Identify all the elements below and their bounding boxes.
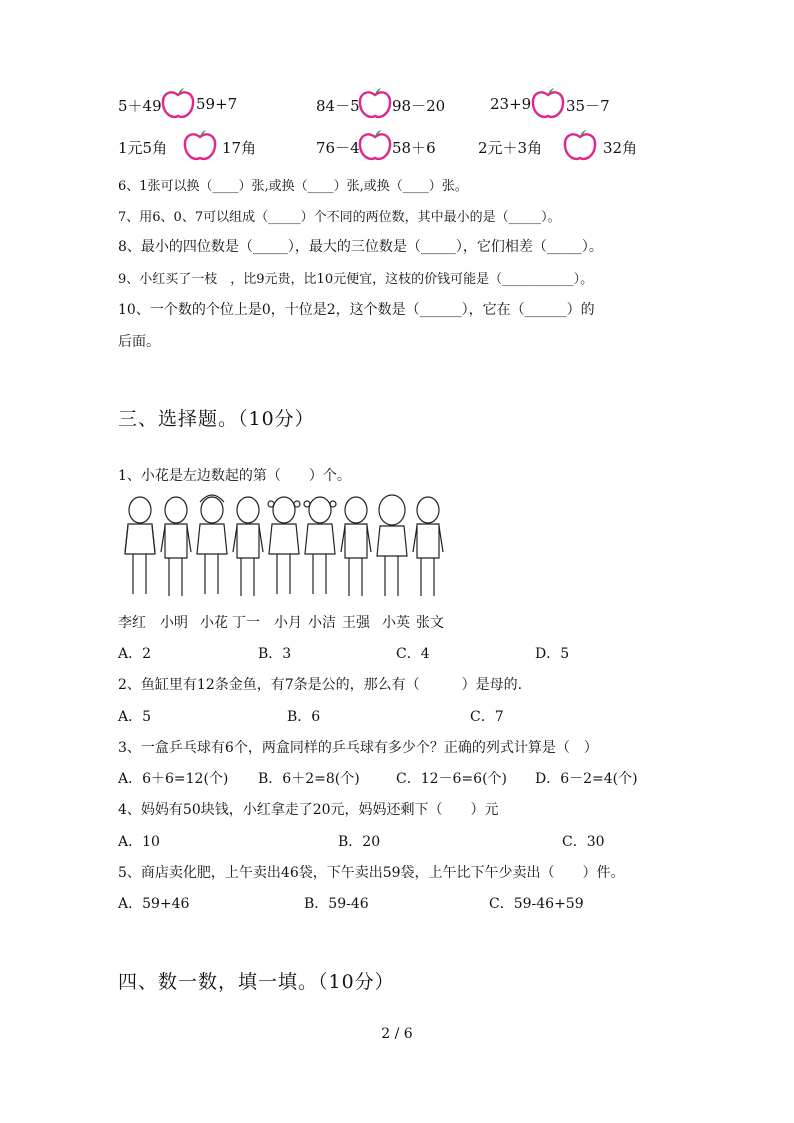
apple-blank-icon[interactable] [160,86,196,120]
kid-name: 小月 [274,615,302,631]
compare-right-1b: 98－20 [392,97,446,115]
question-7: 7、用6、0、7可以组成（_____）个不同的两位数，其中最小的是（_____）。 [118,210,561,225]
q1-option-d[interactable]: D．5 [535,646,570,662]
compare-right-2a: 17角 [222,139,257,157]
compare-left-1c: 23+9 [490,95,532,113]
q5-option-c[interactable]: C．59-46+59 [489,896,584,912]
section-3-title: 三、选择题。（10分） [118,408,315,430]
kid-name: 小花 [200,615,228,631]
compare-left-1b: 84－5 [316,97,360,115]
kid-name: 丁一 [232,615,260,631]
question-6: 6、1张可以换（____）张,或换（____）张,或换（____）张。 [118,179,468,194]
q3-option-b[interactable]: B．6＋2=8(个) [258,771,360,787]
q4-option-c[interactable]: C．30 [562,834,605,850]
q1-option-c[interactable]: C．4 [396,646,430,662]
q3-option-c[interactable]: C．12－6=6(个) [396,771,507,787]
q2-option-b[interactable]: B．6 [287,709,321,725]
section-4-title: 四、数一数，填一填。（10分） [118,971,395,993]
q4-option-b[interactable]: B．20 [338,834,381,850]
choice-question-2: 2、鱼缸里有12条金鱼，有7条是公的，那么有（ ）是母的. [118,677,523,693]
question-8: 8、最小的四位数是（_____），最大的三位数是（_____），它们相差（_____）。 [118,239,603,255]
apple-blank-icon[interactable] [530,86,566,120]
kid-name: 张文 [416,615,444,631]
compare-left-2a: 1元5角 [118,139,168,157]
question-10-line1: 10、一个数的个位上是0，十位是2，这个数是（______），它在（______）的 [118,302,595,318]
q1-option-b[interactable]: B．3 [258,646,292,662]
apple-blank-icon[interactable] [357,86,393,120]
q5-option-b[interactable]: B．59-46 [304,896,369,912]
compare-left-2c: 2元＋3角 [478,139,543,157]
compare-right-2b: 58＋6 [392,139,436,157]
question-9: 9、小红买了一枝 ，比9元贵，比10元便宜，这枝的价钱可能是（___________）。 [118,272,594,287]
compare-left-2b: 76－4 [316,139,360,157]
compare-left-1a: 5＋49 [118,97,162,115]
q3-option-d[interactable]: D．6－2=4(个) [535,771,638,787]
page-number: 2 / 6 [381,1026,413,1042]
kid-name: 小洁 [308,615,336,631]
question-10-line2: 后面。 [118,334,160,350]
q5-option-a[interactable]: A．59+46 [118,896,190,912]
q1-option-a[interactable]: A．2 [118,646,152,662]
choice-question-4: 4、妈妈有50块钱，小红拿走了20元，妈妈还剩下（ ）元 [118,802,499,818]
kid-name: 李红 [118,615,146,631]
choice-question-3: 3、一盒乒乓球有6个，两盒同样的乒乓球有多少个？正确的列式计算是（ ） [118,740,598,756]
q2-option-c[interactable]: C．7 [470,709,504,725]
children-figures-image [118,488,450,608]
compare-right-2c: 32角 [603,139,638,157]
apple-blank-icon[interactable] [182,128,218,162]
apple-blank-icon[interactable] [357,128,393,162]
children-lineup-illustration [118,488,450,636]
choice-question-5: 5、商店卖化肥，上午卖出46袋，下午卖出59袋，上午比下午少卖出（ ）件。 [118,865,625,881]
kid-name: 小英 [382,615,410,631]
kid-name: 小明 [160,615,188,631]
q2-option-a[interactable]: A．5 [118,709,152,725]
apple-blank-icon[interactable] [562,128,598,162]
compare-right-1c: 35－7 [566,97,610,115]
q3-option-a[interactable]: A．6＋6=12(个) [118,771,229,787]
kid-name: 王强 [342,615,370,631]
compare-right-1a: 59+7 [196,95,238,113]
choice-question-1: 1、小花是左边数起的第（ ）个。 [118,468,351,484]
q4-option-a[interactable]: A．10 [118,834,160,850]
